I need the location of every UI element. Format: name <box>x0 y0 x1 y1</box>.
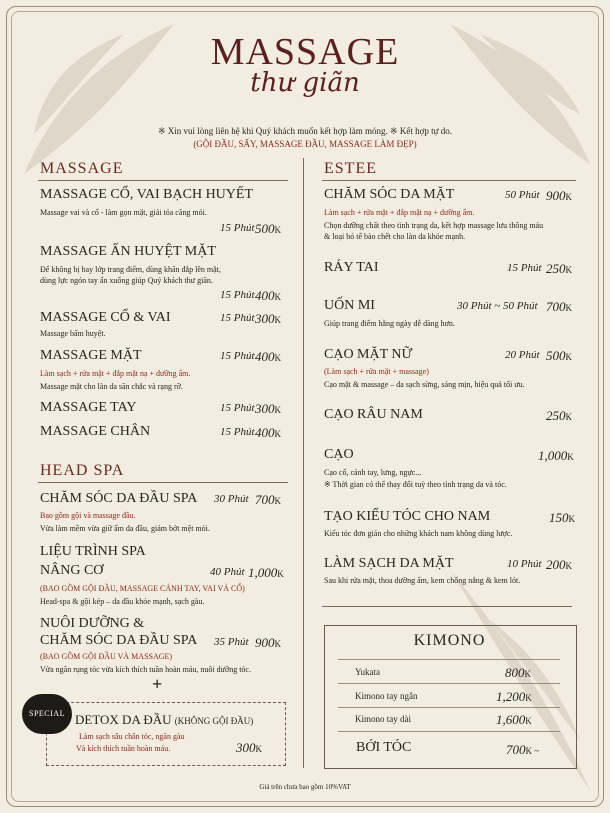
page-title: MASSAGE <box>210 31 400 73</box>
item-price: 700K <box>255 492 281 507</box>
item-price: 400K <box>255 349 281 364</box>
item-price: 250K <box>546 408 572 423</box>
item-price: 700K <box>546 299 572 314</box>
plus-sign: + <box>152 674 163 694</box>
item-name: MASSAGE CHÂN <box>40 424 151 439</box>
section-underline <box>38 180 288 181</box>
detox-price: 300K <box>236 740 262 755</box>
item-price: 250K <box>546 261 572 276</box>
kimono-item-name: Yukata <box>355 667 380 677</box>
item-name: CHĂM SÓC DA MẶT <box>324 187 455 202</box>
item-name: MASSAGE ẤN HUYỆT MẶT <box>40 244 216 259</box>
item-name: CHĂM SÓC DA ĐẦU SPA <box>40 633 198 648</box>
item-price: 300K <box>255 311 281 326</box>
item-price: 500K <box>546 348 572 363</box>
item-desc: Head-spa & gội kép – da đầu khỏe mạnh, sạch gàu. <box>40 597 205 606</box>
item-subtitle: Bao gồm gội và massage đầu. <box>40 511 136 520</box>
kimono-item-price: 1,200K <box>496 689 532 704</box>
section-underline <box>322 180 576 181</box>
item-desc: Chọn dưỡng chất theo tình trạng da, kết hợp massage lưu thông máu <box>324 221 544 230</box>
header-note-services: (GỘI ĐẦU, SẤY, MASSAGE ĐẦU, MASSAGE LÀM ĐẸP) <box>193 139 417 149</box>
item-price: 1,000K <box>248 565 284 580</box>
item-subtitle: Làm sạch + rửa mặt + đắp mặt nạ + dưỡng ẩm. <box>40 369 191 378</box>
detox-desc: Làm sạch sâu chân tóc, ngăn gàu <box>79 732 185 741</box>
item-duration: 15 Phút <box>220 222 255 234</box>
section-title-headspa: HEAD SPA <box>40 462 125 479</box>
item-desc: Massage mặt cho làn da săn chắc và rạng rỡ. <box>40 382 183 391</box>
item-desc: Massage vai và cổ - làm gọn mặt, giải tỏa căng mỏi. <box>40 208 207 217</box>
item-duration: 15 Phút <box>220 350 255 362</box>
item-price: 400K <box>255 425 281 440</box>
item-price: 150K <box>549 510 575 525</box>
item-duration: 30 Phút ~ 50 Phút <box>457 300 538 312</box>
item-desc: Vừa làm mềm vừa giữ ẩm da đầu, giảm bớt mệt mỏi. <box>40 524 210 533</box>
item-desc: Để không bị bay lớp trang điểm, dùng khăn đắp lên mặt, <box>40 265 221 274</box>
item-duration: 30 Phút <box>214 493 249 505</box>
item-name: MASSAGE TAY <box>40 400 137 415</box>
item-name: CẠO RÂU NAM <box>324 407 423 422</box>
page-subtitle: thư giãn <box>250 68 360 98</box>
item-name: RÁY TAI <box>324 260 379 275</box>
item-name: NÂNG CƠ <box>40 563 104 578</box>
item-duration: 15 Phút <box>507 262 542 274</box>
kimono-item-price: 1,600K <box>496 712 532 727</box>
item-name: CẠO <box>324 447 354 462</box>
item-price: 300K <box>255 401 281 416</box>
item-desc: Cạo cổ, cánh tay, lưng, ngực... <box>324 468 422 477</box>
item-duration: 15 Phút <box>220 312 255 324</box>
item-name: TẠO KIỂU TÓC CHO NAM <box>324 509 491 524</box>
item-desc: Sau khi rửa mặt, thoa dưỡng ẩm, kem chống nắng & kem lót. <box>324 576 521 585</box>
column-divider <box>303 158 304 768</box>
item-name: MASSAGE MẶT <box>40 348 142 363</box>
item-desc: dùng lực ngón tay ấn xuống giúp Quý khách thư giãn. <box>40 276 213 285</box>
section-title-massage: MASSAGE <box>40 160 124 177</box>
detox-desc: Và kích thích tuần hoàn máu. <box>76 744 171 753</box>
item-desc: Cạo mặt & massage – da sạch sừng, sáng mịn, hiệu quả tối ưu. <box>324 380 525 389</box>
boi-toc-name: BỚI TÓC <box>356 740 412 755</box>
item-desc: Vừa ngăn rụng tóc vừa kích thích tuần hoàn máu, nuôi dưỡng tóc. <box>40 665 251 674</box>
special-badge-label: SPECIAL <box>29 709 65 718</box>
footer-vat-note: Giá trên chưa bao gồm 10%VAT <box>259 783 351 791</box>
kimono-title: KIMONO <box>413 632 486 649</box>
item-name: MASSAGE CỔ & VAI <box>40 310 171 325</box>
item-desc: Kiểu tóc đơn giản cho những khách nam không dùng lược. <box>324 529 513 538</box>
item-duration: 10 Phút <box>507 558 542 570</box>
kimono-item-name: Kimono tay ngắn <box>355 691 418 701</box>
kimono-divider <box>338 683 560 684</box>
item-subtitle: (BAO GỒM GỘI ĐẦU, MASSAGE CÁNH TAY, VAI VÀ CỔ) <box>40 584 245 593</box>
item-price: 900K <box>255 635 281 650</box>
boi-toc-price: 700K ~ <box>506 742 540 757</box>
item-duration: 35 Phút <box>214 636 249 648</box>
item-duration: 15 Phút <box>220 402 255 414</box>
item-price: 400K <box>255 288 281 303</box>
item-subtitle: Làm sạch + rửa mặt + đắp mặt nạ + dưỡng ẩm. <box>324 208 475 217</box>
item-price: 1,000K <box>538 448 574 463</box>
item-duration: 40 Phút <box>210 566 245 578</box>
item-desc: ※ Thời gian có thể thay đổi tuỳ theo tình trạng da và tóc. <box>324 480 507 489</box>
item-price: 200K <box>546 557 572 572</box>
section-divider <box>322 606 572 607</box>
header-note: ※ Xin vui lòng liên hệ khi Quý khách muốn kết hợp làm móng. ※ Kết hợp tự do. <box>158 126 452 136</box>
kimono-item-price: 800K <box>505 665 531 680</box>
item-price: 900K <box>546 188 572 203</box>
item-desc: & loại bỏ tế bào chết cho làn da khỏe mạnh. <box>324 232 466 241</box>
item-name: CHĂM SÓC DA ĐẦU SPA <box>40 491 198 506</box>
item-subtitle: (BAO GỒM GỘI ĐẦU VÀ MASSAGE) <box>40 652 173 661</box>
kimono-divider <box>338 731 560 732</box>
section-title-estee: ESTEE <box>324 160 377 177</box>
item-duration: 15 Phút <box>220 426 255 438</box>
item-name: LIỆU TRÌNH SPA <box>40 544 146 559</box>
kimono-item-name: Kimono tay dài <box>355 714 411 724</box>
item-price: 500K <box>255 221 281 236</box>
item-subtitle: (Làm sạch + rửa mặt + massage) <box>324 367 429 376</box>
item-duration: 20 Phút <box>505 349 540 361</box>
item-name: LÀM SẠCH DA MẶT <box>324 556 454 571</box>
item-name: UỐN MI <box>324 298 375 313</box>
kimono-divider <box>338 659 560 660</box>
detox-name: DETOX DA ĐẦU (KHÔNG GỘI ĐẦU) <box>75 712 254 727</box>
item-desc: Massage bấm huyệt. <box>40 329 106 338</box>
section-underline <box>38 482 288 483</box>
item-desc: Giúp trang điểm hằng ngày dễ dàng hơn. <box>324 319 455 328</box>
item-name: NUÔI DƯỠNG & <box>40 616 145 631</box>
item-duration: 15 Phút <box>220 289 255 301</box>
kimono-divider <box>338 707 560 708</box>
item-name: MASSAGE CỔ, VAI BẠCH HUYẾT <box>40 187 254 202</box>
item-name: CẠO MẶT NỮ <box>324 347 413 362</box>
item-duration: 50 Phút <box>505 189 540 201</box>
